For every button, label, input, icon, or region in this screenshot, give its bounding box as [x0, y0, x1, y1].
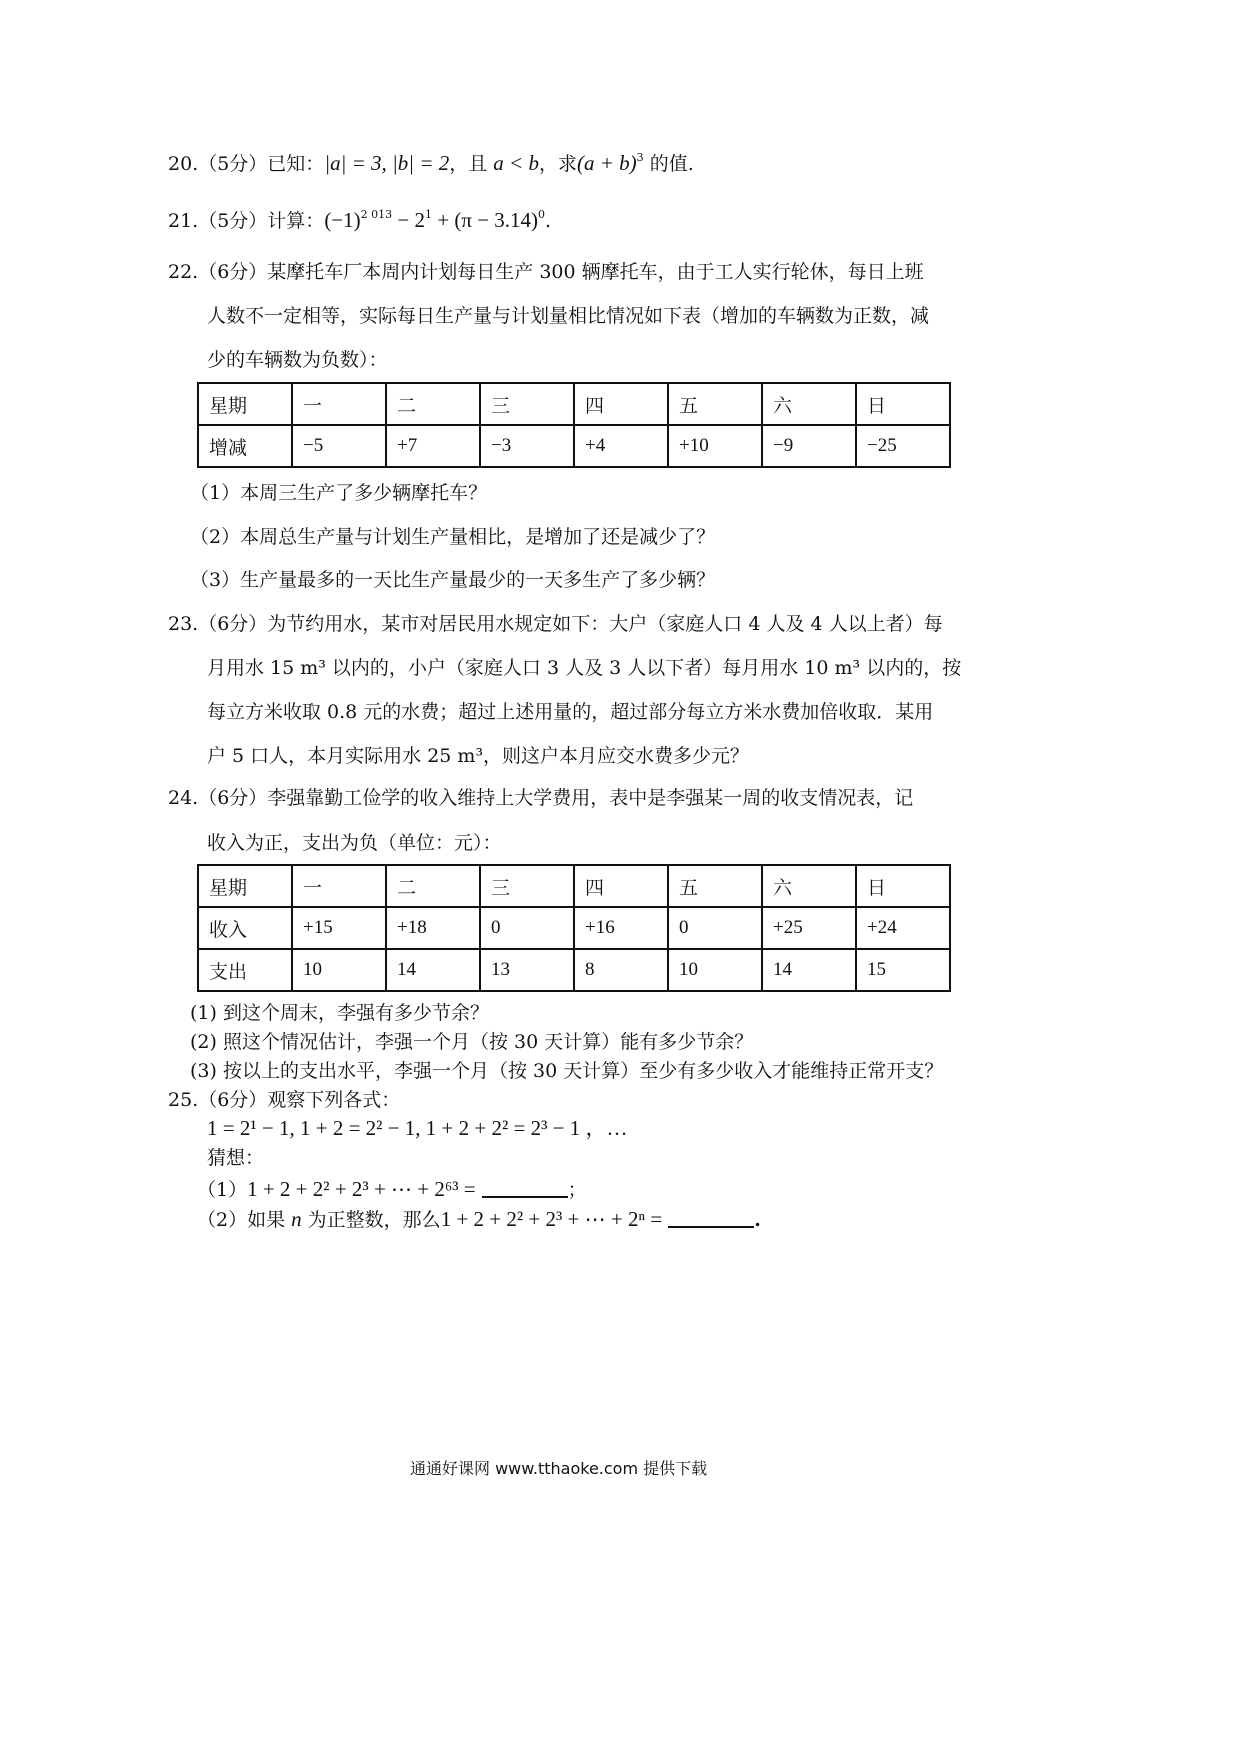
table-cell: 0 — [668, 907, 762, 949]
q25-sub2-end: . — [754, 1209, 761, 1231]
q25-sub2-math: 1 + 2 + 2² + 2³ + ⋯ + 2ⁿ = — [440, 1207, 663, 1231]
table-cell: 六 — [762, 383, 856, 425]
table-cell: −25 — [856, 425, 950, 467]
table-row — [198, 949, 950, 991]
table-cell: +7 — [386, 425, 480, 467]
q21-base1: (−1) — [324, 208, 361, 232]
q24-table — [197, 864, 951, 992]
q22-sub: （3）生产量最多的一天比生产量最少的一天多生产了多少辆？ — [190, 569, 716, 591]
q21-mid: − 2 — [392, 208, 425, 232]
q21-tail: . — [545, 210, 552, 232]
q20-mid2: ，求 — [538, 153, 577, 175]
table-cell: 13 — [480, 949, 574, 991]
table-cell: 四 — [574, 865, 668, 907]
table-cell: 二 — [386, 383, 480, 425]
q25-sub2-text: 为正整数，那么 — [301, 1209, 441, 1231]
q21-exp1: 2 013 — [360, 208, 393, 221]
question-20 — [168, 151, 694, 176]
q25-sub1-math: 1 + 2 + 2² + 2³ + ⋯ + 2⁶³ = — [247, 1177, 476, 1201]
q22-line: 22.（6分）某摩托车厂本周内计划每日生产 300 辆摩托车，由于工人实行轮休，每日上班 — [168, 261, 924, 283]
q20-mid: ，且 — [449, 153, 494, 175]
table-cell: +25 — [762, 907, 856, 949]
table-cell: 8 — [574, 949, 668, 991]
table-cell: 三 — [480, 865, 574, 907]
q25-formula-text: 1 = 2¹ − 1, 1 + 2 = 2² − 1, 1 + 2 + 2² = 2³ − 1 ，… — [207, 1116, 628, 1140]
table-row — [198, 907, 950, 949]
q25-head: 25.（6分）观察下列各式： — [168, 1089, 401, 1111]
table-cell: 收入 — [198, 907, 292, 949]
table-cell: −9 — [762, 425, 856, 467]
q20-expr: (a + b) — [576, 151, 637, 175]
table-cell: −3 — [480, 425, 574, 467]
table-cell: +15 — [292, 907, 386, 949]
table-cell: 五 — [668, 865, 762, 907]
answer-blank[interactable] — [668, 1208, 754, 1228]
q23-line: 户 5 口人，本月实际用水 25 m³，则这户本月应交水费多少元？ — [207, 745, 750, 767]
q25-formula — [207, 1116, 628, 1141]
q21-head: 21.（5分）计算： — [168, 210, 325, 232]
q25-sub2-var: n — [291, 1207, 302, 1231]
q25-guess: 猜想： — [207, 1147, 265, 1169]
table-cell: 五 — [668, 383, 762, 425]
table-cell: 10 — [668, 949, 762, 991]
q25-sub1 — [197, 1177, 587, 1202]
q22-line: 少的车辆数为负数）： — [207, 349, 388, 371]
table-row — [198, 425, 950, 467]
q25-sub1-label: （1） — [197, 1179, 248, 1201]
table-cell: 14 — [386, 949, 480, 991]
table-row — [198, 865, 950, 907]
q23-line: 23.（6分）为节约用水，某市对居民用水规定如下：大户（家庭人口 4 人及 4 人以上者）每 — [168, 613, 943, 635]
q20-cond: a < b — [493, 151, 539, 175]
q24-line: 收入为正，支出为负（单位：元）： — [207, 832, 502, 854]
table-cell: 三 — [480, 383, 574, 425]
q20-math: |a| = 3, |b| = 2 — [324, 151, 450, 175]
table-cell: 一 — [292, 865, 386, 907]
q23-line: 每立方米收取 0.8 元的水费；超过上述用量的，超过部分每立方米水费加倍收取．某用 — [207, 701, 934, 723]
q20-exp: 3 — [636, 151, 644, 164]
q20-tail: 的值. — [643, 153, 694, 175]
table-cell: 增减 — [198, 425, 292, 467]
answer-blank[interactable] — [482, 1178, 568, 1198]
q22-sub: （1）本周三生产了多少辆摩托车？ — [190, 482, 488, 504]
table-cell: 日 — [856, 383, 950, 425]
q22-table — [197, 382, 951, 468]
q24-line: 24.（6分）李强靠勤工俭学的收入维持上大学费用，表中是李强某一周的收支情况表，记 — [168, 787, 914, 809]
table-cell: 四 — [574, 383, 668, 425]
q21-exp3: 0 — [538, 208, 546, 221]
q20-head: 20.（5分）已知： — [168, 153, 325, 175]
table-cell: −5 — [292, 425, 386, 467]
table-cell: 日 — [856, 865, 950, 907]
q25-sub2-label: （2）如果 — [197, 1209, 292, 1231]
table-cell: 星期 — [198, 383, 292, 425]
table-cell: 15 — [856, 949, 950, 991]
q22-sub: （2）本周总生产量与计划生产量相比，是增加了还是减少了？ — [190, 526, 716, 548]
q22-line: 人数不一定相等，实际每日生产量与计划量相比情况如下表（增加的车辆数为正数，减 — [207, 305, 930, 327]
table-cell: 一 — [292, 383, 386, 425]
footer-credit: 通通好课网 www.tthaoke.com 提供下载 — [410, 1459, 708, 1478]
q23-line: 月用水 15 m³ 以内的，小户（家庭人口 3 人及 3 人以下者）每月用水 10 m³ 以内的，按 — [207, 657, 962, 679]
table-cell: +18 — [386, 907, 480, 949]
table-cell: +4 — [574, 425, 668, 467]
table-cell: 0 — [480, 907, 574, 949]
q24-sub: (1) 到这个周末，李强有多少节余？ — [190, 1002, 489, 1024]
question-21 — [168, 208, 551, 233]
table-cell: 六 — [762, 865, 856, 907]
table-row — [198, 383, 950, 425]
table-cell: 10 — [292, 949, 386, 991]
q21-exp2: 1 — [425, 208, 432, 221]
q24-sub: (3) 按以上的支出水平，李强一个月（按 30 天计算）至少有多少收入才能维持正常开支？ — [190, 1060, 944, 1082]
q25-sub2 — [197, 1207, 761, 1232]
q21-mid2: + (π − 3.14) — [432, 208, 539, 232]
table-cell: 星期 — [198, 865, 292, 907]
q25-sub1-end: ； — [567, 1179, 587, 1201]
table-cell: 二 — [386, 865, 480, 907]
q24-sub: (2) 照这个情况估计，李强一个月（按 30 天计算）能有多少节余？ — [190, 1031, 754, 1053]
table-cell: 支出 — [198, 949, 292, 991]
table-cell: +16 — [574, 907, 668, 949]
table-cell: 14 — [762, 949, 856, 991]
table-cell: +24 — [856, 907, 950, 949]
table-cell: +10 — [668, 425, 762, 467]
